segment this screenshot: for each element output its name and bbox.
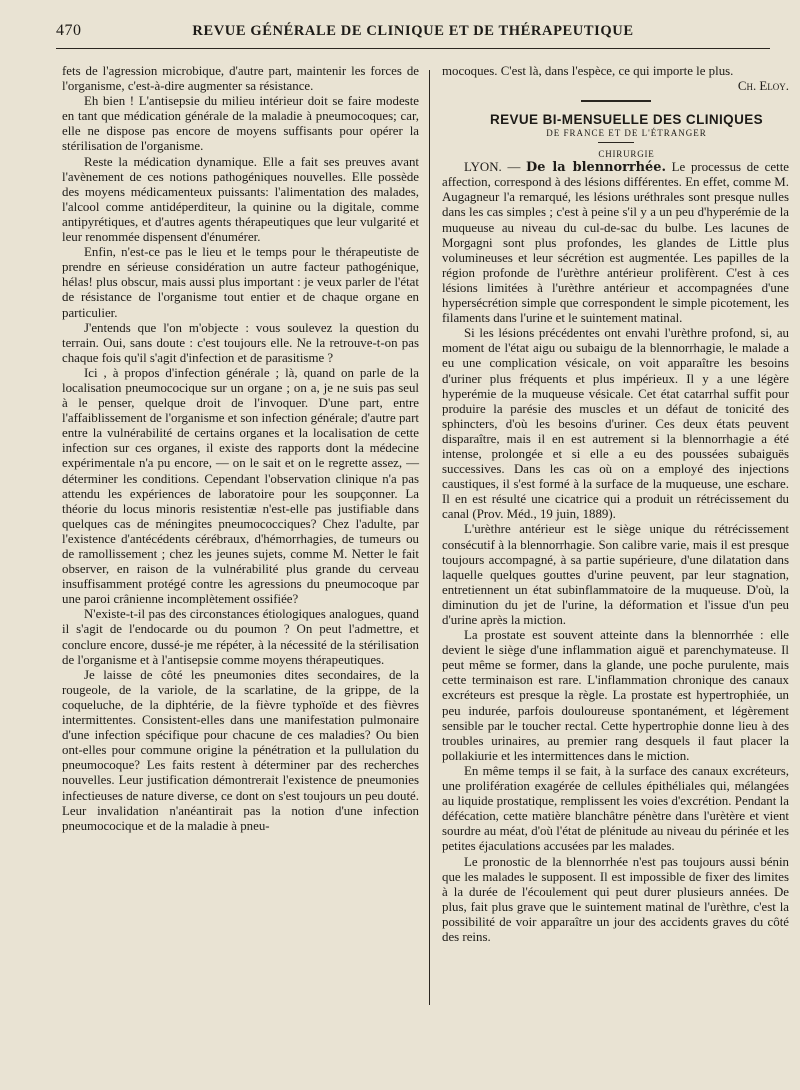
article-end-rule: [581, 100, 651, 102]
section-rule: [598, 142, 634, 143]
paragraph: J'entends que l'on m'objecte : vous soulevez la question du terrain. Oui, sans doute : c'est toujours elle. Ne la retrouve-t-on pas chaque fois qu'il s'agit d'infection et de parasitisme ?: [62, 320, 419, 365]
section-title: REVUE BI-MENSUELLE DES CLINIQUES: [489, 112, 764, 128]
paragraph: Si les lésions précédentes ont envahi l'urèthre profond, si, au moment de l'état aigu ou subaigu de la blennorrhagie, le malade a eu une complication vésicale, on voit apparaître les besoins d'uriner plus fréquents et plus impérieux. Il y a une légère hyperémie de la muqueuse vésicale. Cet état catarrhal suffit pour produire la parésie des muscles et un défaut de tonicité des sphincters, d'où les besoins d'uriner. Ces deux états peuvent disparaître, mais il en est autrement si la blennorrhagie a été intense, prolongée et si elle a eu des poussées subaiguës successives. Dans les cas où on a employé des injections caustiques, il s'est formé à la surface de la muqueuse, une eschare. Il en est résulté une cicatrice qui a produit un rétrécissement du canal (Prov. Méd., 19 juin, 1889).: [442, 326, 789, 522]
city-name: LYON.: [464, 160, 502, 175]
paragraph: Je laisse de côté les pneumonies dites secondaires, de la rougeole, de la variole, de la scarlatine, de la grippe, de la coqueluche, de la diphtérie, de la fièvre typhoïde et des fièvres intermittentes. Consistent-elles dans une manifestation pulmonaire d'une infection spécifique pour chacune de ces maladies? Ou bien ont-elles pour commune origine la pénétration et la pullulation du pneumocoque? Les faits restent à déterminer par des recherches nouvelles. Leur justification démontrerait l'existence de pneumonies infectieuses de nature diverse, ce dont on s'est toujours un peu douté. Leur invalidation n'anéantirait pas la notion d'une infection pneumococique et de la maladie à pneu-: [62, 667, 419, 833]
left-column: [62, 64, 419, 834]
paragraph: L'urèthre antérieur est le siège unique du rétrécissement consécutif à la blennorrhagie. Son calibre varie, mais il est presque toujours accompagné, à sa partie supérieure, d'une dilatation dans laquelle quelques gouttes d'urine peuvent, par leur stagnation, entretiennent un état subinflammatoire de la muqueuse. D'où, la diminution du jet de l'urine, la déformation et l'issue d'un peu d'urine après la miction.: [442, 522, 789, 627]
lead-paragraph: [442, 160, 789, 326]
topic-title: De la blennorrhée.: [526, 160, 666, 176]
running-title: REVUE GÉNÉRALE DE CLINIQUE ET DE THÉRAPEUTIQUE: [192, 22, 634, 39]
paragraph: Enfin, n'est-ce pas le lieu et le temps pour le thérapeutiste de prendre en sérieuse considération un autre facteur pathogénique, hélas! plus obscur, mais aussi plus important : je veux parler de l'état de résistance de l'organisme tout entier et de chaque organe en particulier.: [62, 245, 419, 320]
paragraph: fets de l'agression microbique, d'autre part, maintenir les forces de l'organisme, c'est-à-dire augmenter sa résistance.: [62, 64, 419, 94]
author-signature: Ch. Eloy.: [737, 79, 789, 94]
paragraph: N'existe-t-il pas des circonstances étiologiques analogues, quand il s'agit de l'endocarde ou du poumon ? On peut l'admettre, et conclure encore, dussé-je me répéter, à la nécessité de la stérilisation de l'organisme et à l'antisepsie comme moyens thérapeutiques.: [62, 607, 419, 667]
lead-dash: —: [501, 160, 527, 175]
section-subtitle: DE FRANCE ET DE L'ÉTRANGER: [546, 128, 707, 139]
paragraph: Ici , à propos d'infection générale ; là, quand on parle de la localisation pneumococique sur un organe ; on a, je ne suis pas seul à le penser, quelque droit de l'invoquer. D'une part, entre l'affaiblissement de l'organisme et son infection générale; d'autre part entre la vulnérabilité de certains organes et la localisation de cette infection sur ces organes, il existe des rapports dont la médecine expérimentale n'a pu encore, — on le sait et on le regrette assez, — déterminer les conditions. Cependant l'observation clinique n'a pas attendu les expériences de laboratoire pour les soupçonner. La théorie du locus minoris resistentiæ n'est-elle pas justifiable dans quelques cas de méningites pneumococciques? Chez l'adulte, par l'existence d'antécédents cérébraux, d'hémorrhagies, de tumeurs ou de ramollissement ; chez les jeunes sujets, comme M. Netter le fait observer, en raison de la vulnérabilité plus grande du cerveau insuffisamment protégé contre les agressions du pneumocoque par une paroi crânienne incomplètement ossifiée?: [62, 365, 419, 607]
paragraph: Reste la médication dynamique. Elle a fait ses preuves avant l'avènement de ces notions pathogéniques nouvelles. Elle possède des moyens médicamenteux puissants: l'alimentation des malades, l'alcool comme antidéperditeur, la quinine ou la digitale, comme antipyrétiques, et d'autres agents thérapeutiques que leur vulgarité et leur renommée dispensent d'énumérer.: [62, 154, 419, 245]
header-rule: [56, 48, 770, 49]
page-number: 470: [56, 22, 82, 39]
right-column: [442, 64, 789, 945]
column-divider: [429, 70, 430, 1005]
paragraph: La prostate est souvent atteinte dans la blennorrhée : elle devient le siège d'une inflammation aiguë et parenchymateuse. Il peut même se former, dans la glande, une poche purulente, mais cette terminaison est rare. L'inflammation chronique des canaux excréteurs est presque la règle. La prostate est hypertrophiée, un peu indurée, parfois douloureuse spontanément, et légèrement sensible par le toucher rectal. Cette hypertrophie donne lieu à des troubles urinaires, au premier rang desquels il faut placer la pollakiurie et les intermittences dans le miction.: [442, 628, 789, 763]
paragraph: Le pronostic de la blennorrhée n'est pas toujours aussi bénin que les malades le supposent. Il est impossible de fixer des limites à la durée de l'écoulement qui peut durer plusieurs années. De plus, fait plus grave que le suintement matinal de l'urèthre, c'est la possibilité de voir apparaître un jour des accidents graves du côté des reins.: [442, 854, 789, 944]
paragraph: Eh bien ! L'antisepsie du milieu intérieur doit se faire modeste en tant que médication générale de la maladie à pneumocoques; car, elle ne dispose pas encore de moyens suffisants pour opérer la stérilisation de l'organisme.: [62, 94, 419, 154]
paragraph: En même temps il se fait, à la surface des canaux excréteurs, une prolifération exagérée de cellules épithéliales qui, mélangées au liquide prostatique, remplissent les voies d'excrétion. Pendant la défécation, cette matière blanchâtre pénètre dans l'urètère et vient sourdre au méat, d'où l'état de plénitude au niveau du périnée et les petites éjaculations accusées par les malades.: [442, 763, 789, 854]
page-header: [56, 18, 770, 44]
subsection-heading: CHIRURGIE: [598, 149, 655, 160]
lead-text: Le processus de cette affection, correspond à des lésions différentes. En effet, comme M. Augagneur l'a remarqué, les lésions uréthrales sont presque nulles dans les cas simples ; c'est à peine s'il y a un peu d'hyperémie de la muqueuse au niveau du cul-de-sac du bulbe. Les lacunes de Morgagni sont plus profondes, les glandes de Little plus volumineuses et leur sécrétion est augmentée. Les papilles de la région profonde de l'urèthre antérieur prolifèrent. C'est à ces lésions limitées à l'urèthre antérieur et accompagnées d'une hypersécrétion simple que correspondent le simple picotement, les filaments dans l'urine et le suintement matinal.: [442, 160, 789, 326]
carryover-text: mocoques. C'est là, dans l'espèce, ce qui importe le plus.: [442, 64, 734, 78]
